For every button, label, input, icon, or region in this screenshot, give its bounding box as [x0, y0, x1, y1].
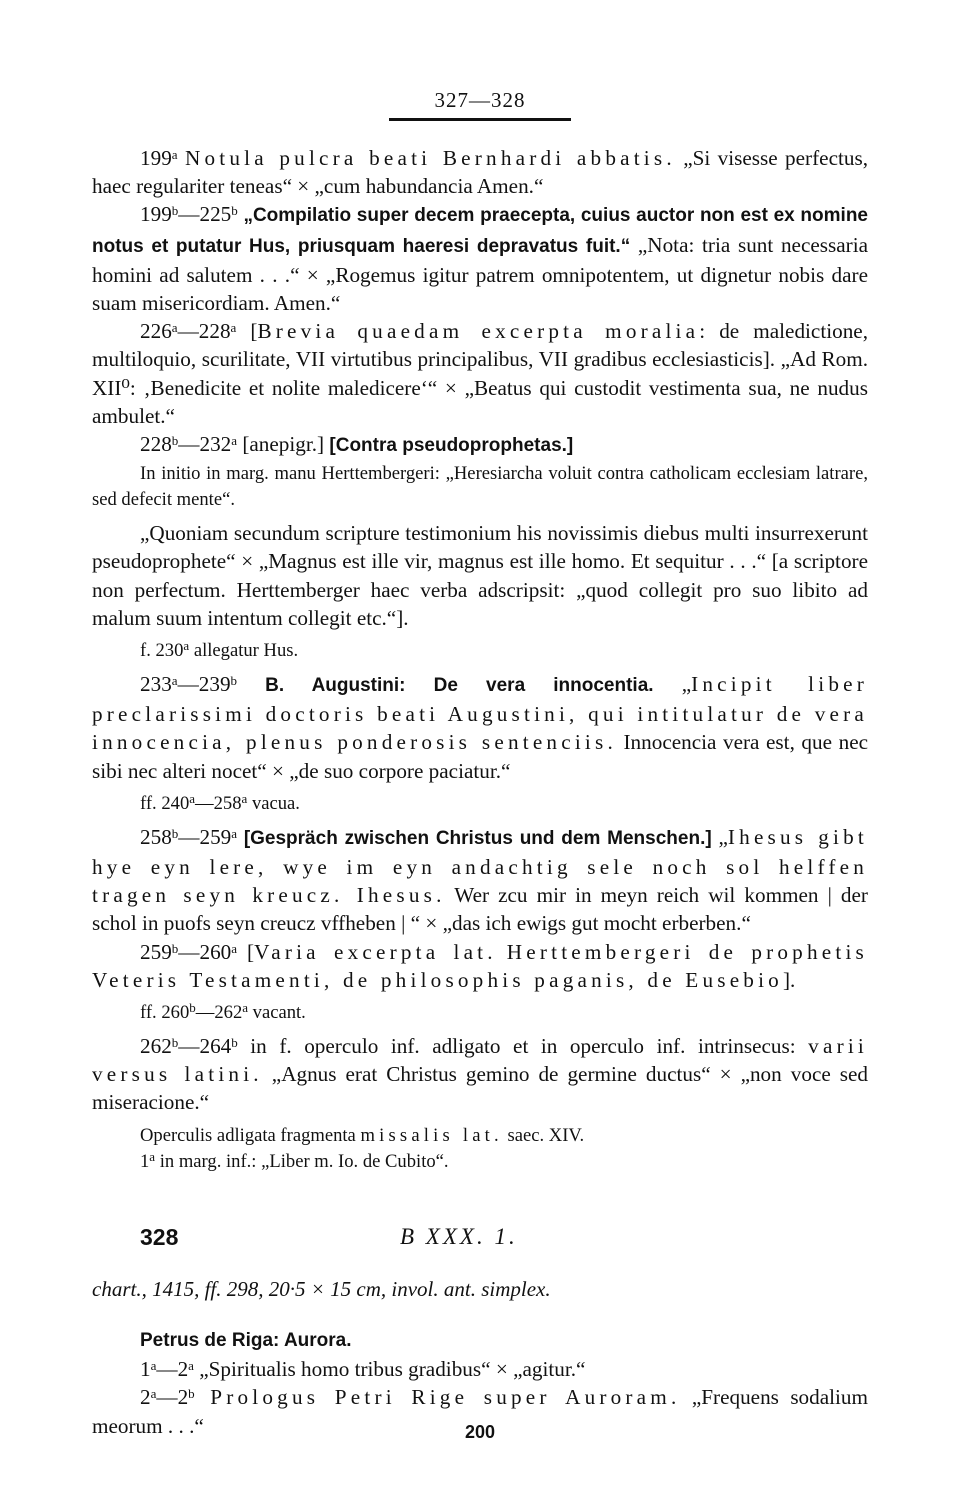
note-operculis — [92, 1123, 868, 1149]
folio-suffix: a — [183, 638, 190, 654]
note-230a — [92, 638, 868, 664]
folio-range-end: —262 — [195, 1002, 243, 1024]
note-text: Operculis adligata fragmenta — [140, 1124, 361, 1146]
entry-258b — [92, 823, 868, 938]
note-text: 1 — [140, 1150, 150, 1172]
folio-suffix: b — [189, 1000, 196, 1016]
section-description: chart., 1415, ff. 298, 20·5 × 15 cm, invol. ant. simplex. — [92, 1276, 551, 1301]
bold-title: „Compilatio super decem praecepta, cuius auctor non est ex nomine notus et putatur Hus, priusquam haeresi depravatus fuit.“ — [92, 205, 868, 257]
folio-range-end: —228 — [177, 319, 231, 344]
spaced-title: Brevia quaedam excerpta moralia — [257, 319, 700, 344]
header-rule — [389, 118, 571, 121]
folio-number: 2 — [140, 1385, 151, 1410]
folio-range-end: —264 — [178, 1034, 232, 1059]
note-text: in marg. inf.: „Liber m. Io. de Cubito“. — [155, 1150, 449, 1172]
section-author — [92, 1325, 868, 1355]
spaced-title: Varia excerpta lat. — [254, 939, 497, 964]
document-body — [92, 144, 868, 1440]
note-1a — [92, 1149, 868, 1175]
section-number: 328 — [140, 1223, 179, 1250]
folio-suffix: b — [230, 673, 238, 689]
folio-suffix: a — [242, 1000, 249, 1016]
section-line-1a — [92, 1355, 868, 1383]
spaced-incipit: Incipit liber preclarissimi doctoris beati Augustini, qui intitulatur de vera innocencia, plenus ponderosis sentenciis. — [92, 672, 869, 755]
bold-title: Petrus de Riga: Aurora. — [140, 1329, 352, 1351]
entry-226a — [92, 317, 868, 430]
folio-range-end: —232 — [178, 432, 232, 457]
folio-suffix: a — [231, 433, 238, 449]
bold-title: [Contra pseudoprophetas.] — [329, 435, 574, 457]
note-text: allegatur Hus. — [189, 640, 299, 662]
folio-suffix: a — [188, 1358, 194, 1374]
folio-suffix: a — [241, 790, 248, 806]
folio-suffix: b — [188, 1386, 195, 1402]
entry-text: „Agnus erat Christus gemino de germine ductus“ × „non voce sed miseracione.“ — [92, 1062, 868, 1115]
entry-233a — [92, 670, 868, 785]
entry-text: : de maledictione, multiloquio, scurilitate, VII virtutibus principalibus, VII gradibus ecclesiasticis]. „Ad Rom. XII⁰: ‚Benedicite et nolite maledicere‘“ × „Beatus qui custodit vestimenta sua, ne nudus ambulet.“ — [92, 319, 868, 428]
entry-228b — [92, 430, 868, 460]
quote-open: „ — [711, 824, 728, 849]
spaced-text: missalis lat. — [360, 1124, 503, 1146]
folio-suffix: a — [231, 940, 238, 956]
folio-suffix: a — [150, 1358, 157, 1374]
note-text: vacua. — [247, 792, 300, 814]
folio-suffix: a — [150, 1386, 157, 1402]
folio-number: 199 — [140, 146, 172, 170]
entry-prefix: in f. operculo inf. adligato et in operculo inf. intrinsecus: — [237, 1034, 809, 1059]
folio-suffix: b — [171, 203, 179, 219]
spaced-incipit: Ihesus gibt hye eyn lere, wye im eyn andachtig sele noch sol helffen tragen seyn kreucz. Ihesus. — [92, 824, 868, 908]
bold-title: B. Augustini: De vera innocentia. — [237, 675, 654, 697]
quote-paragraph: „Quoniam secundum scripture testimonium his novissimis diebus multi insurrexerunt pseudoprophete“ × „Magnus est ille vir, magnus est ille homo. Et sequitur . . .“ [a scriptore non perfectum. Herttemberger haec verba adscripsit: „quod collegit pro suo libito ad malum suum intentum collegit etc.“]. — [92, 521, 868, 630]
folio-range-end: —259 — [178, 824, 232, 849]
bold-title: [Gespräch zwischen Christus und dem Menschen.] — [237, 827, 712, 849]
note-text: ff. 260 — [140, 1002, 190, 1024]
entry-text: „Si visesse perfectus, haec regulariter teneas“ × „cum habundancia Amen.“ — [92, 146, 868, 199]
folio-suffix: a — [171, 320, 178, 336]
entry-text: „Frequens sodalium meorum . . .“ — [92, 1385, 868, 1438]
quote-open: „ — [653, 672, 692, 697]
note-text: f. 230 — [140, 640, 184, 662]
folio-range-end: —239 — [177, 672, 231, 697]
folio-number: 233 — [140, 672, 172, 697]
folio-range-end: —258 — [195, 792, 242, 814]
note-text: vacant. — [248, 1002, 306, 1024]
entry-text: „Spiritualis homo tribus gradibus“ × „agitur.“ — [193, 1357, 586, 1382]
entry-text: Innocencia vera est, que nec sibi nec alteri nocet“ × „de suo corpore paciatur.“ — [92, 730, 868, 783]
folio-suffix: a — [149, 1148, 156, 1164]
marginal-note: In initio in marg. manu Herttembergeri: „Heresiarcha voluit contra catholicam ecclesiam latrare, sed defecit mente“. — [92, 463, 868, 511]
folio-suffix: b — [171, 433, 179, 449]
folio-range-end: —2 — [156, 1385, 189, 1410]
folio-number: 199 — [140, 202, 172, 227]
folio-suffix: a — [171, 147, 178, 162]
folio-suffix: b — [171, 940, 179, 956]
folio-number: 226 — [140, 319, 172, 344]
entry-text: ]. — [782, 967, 796, 992]
folio-number: 258 — [140, 824, 172, 849]
entry-text: Wer zcu mir in meyn reich wil kommen | der schol in puofs seyn creucz vffheben | “ × „das ich ewigs gut mocht erberben.“ — [92, 883, 868, 936]
entry-262b — [92, 1032, 868, 1117]
folio-number: 1 — [140, 1357, 151, 1382]
spaced-title: varii versus latini. — [92, 1034, 868, 1087]
folio-suffix: a — [231, 825, 238, 841]
folio-suffix: b — [231, 1035, 238, 1051]
entry-259b — [92, 938, 868, 994]
folio-suffix: a — [189, 790, 196, 806]
folio-range-end: —2 — [156, 1357, 189, 1382]
folio-number: 259 — [140, 939, 172, 964]
folio-number: 228 — [140, 432, 172, 457]
page-number: 200 — [464, 1422, 496, 1442]
entry-199b — [92, 200, 868, 317]
folio-suffix: b — [231, 203, 238, 219]
entry-199a — [92, 144, 868, 200]
entry-spacer — [497, 940, 507, 964]
entry-text: „Nota: tria sunt necessaria homini ad salutem . . .“ × „Rogemus igitur patrem omnipotentem, ut dignetur nobis dare suam misericordiam. Amen.“ — [92, 232, 868, 316]
folio-number: 262 — [140, 1034, 172, 1059]
section-heading — [92, 1223, 868, 1263]
page-header: 327—328 — [434, 88, 526, 112]
note-text: ff. 240 — [140, 792, 190, 814]
folio-suffix: a — [230, 320, 237, 336]
note-text: saec. XIV. — [502, 1124, 585, 1146]
entry-prefix: [ — [237, 939, 255, 964]
folio-range-end: —225 — [178, 202, 232, 227]
spaced-title: Notula pulcra beati Bernhardi abbatis. — [184, 146, 676, 170]
note-240a — [92, 791, 868, 817]
section-shelfmark: B XXX. 1. — [400, 1223, 518, 1249]
folio-suffix: b — [171, 1035, 179, 1051]
folio-suffix: a — [171, 673, 178, 689]
entry-prefix: [ — [236, 319, 258, 344]
spaced-title: Herttembergeri de prophetis Veteris Testamenti, de philosophis paganis, de Eusebio — [92, 939, 868, 992]
folio-suffix: b — [171, 825, 179, 841]
folio-range-end: —260 — [178, 939, 232, 964]
note-260b — [92, 1000, 868, 1026]
spaced-title: Prologus Petri Rige super Auroram. — [194, 1385, 681, 1410]
entry-prefix: [anepigr.] — [237, 432, 330, 457]
